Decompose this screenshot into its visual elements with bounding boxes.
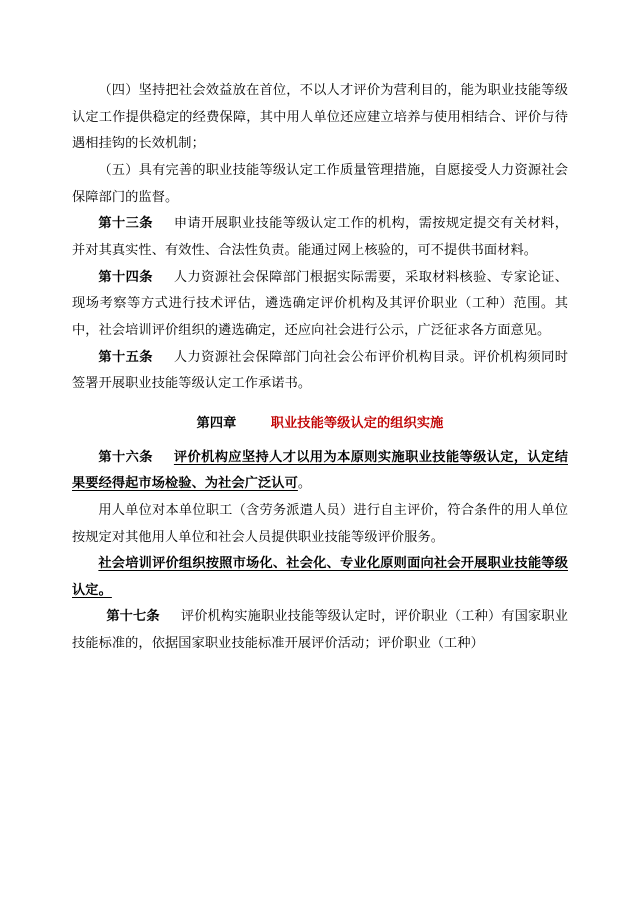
paragraph-training-organizations: 社会培训评价组织按照市场化、社会化、专业化原则面向社会开展职业技能等级认定。 — [72, 556, 568, 598]
article-seventeen — [72, 604, 568, 657]
article-sixteen-text: 评价机构应坚持人才以用为本原则实施职业技能等级认定，认定结果要经得起市场检验、为社会广泛认可 — [72, 449, 568, 492]
paragraph-employer-self-evaluation: 用人单位对本单位职工（含劳务派遣人员）进行自主评价，符合条件的用人单位按规定对其他用人单位和社会人员提供职业技能等级评价服务。 — [72, 502, 568, 545]
article-thirteen-text: 申请开展职业技能等级认定工作的机构，需按规定提交有关材料，并对其真实性、有效性、合法性负责。能通过网上核验的，可不提供书面材料。 — [72, 216, 568, 258]
chapter-title: 职业技能等级认定的组织实施 — [270, 415, 444, 431]
article-fifteen-number: 第十五条 — [98, 349, 153, 365]
paragraph-item-four: （四）坚持把社会效益放在首位，不以人才评价为营利目的，能为职业技能等级认定工作提供稳定的经费保障，其中用人单位还应建立培养与使用相结合、评价与待遇相挂钩的长效机制； — [72, 83, 568, 152]
article-seventeen-text: 评价机构实施职业技能等级认定时，评价职业（工种）有国家职业技能标准的，依据国家职业技能标准开展评价活动；评价职业（工种） — [72, 609, 568, 652]
article-sixteen — [72, 445, 568, 498]
document-body — [72, 78, 568, 658]
article-fourteen-text: 人力资源社会保障部门根据实际需要，采取材料核验、专家论证、现场考察等方式进行技术评估，遴选确定评价机构及其评价职业（工种）范围。其中，社会培训评价组织的遴选确定，还应向社会进行公示，广泛征求各方面意见。 — [72, 269, 568, 338]
article-seventeen-number: 第十七条 — [106, 609, 160, 625]
chapter-number: 第四章 — [196, 415, 237, 431]
paragraph-item-five: （五）具有完善的职业技能等级认定工作质量管理措施，自愿接受人力资源社会保障部门的监督。 — [72, 162, 568, 205]
chapter-heading-four — [72, 411, 568, 438]
article-thirteen — [72, 211, 568, 264]
article-sixteen-tail: 。 — [297, 476, 312, 492]
article-fourteen-number: 第十四条 — [98, 269, 153, 285]
article-sixteen-number: 第十六条 — [98, 449, 153, 465]
article-fifteen-text: 人力资源社会保障部门向社会公布评价机构目录。评价机构须同时签署开展职业技能等级认定工作承诺书。 — [72, 349, 568, 392]
article-thirteen-number: 第十三条 — [98, 216, 153, 232]
article-fifteen — [72, 345, 568, 398]
article-fourteen — [72, 265, 568, 345]
